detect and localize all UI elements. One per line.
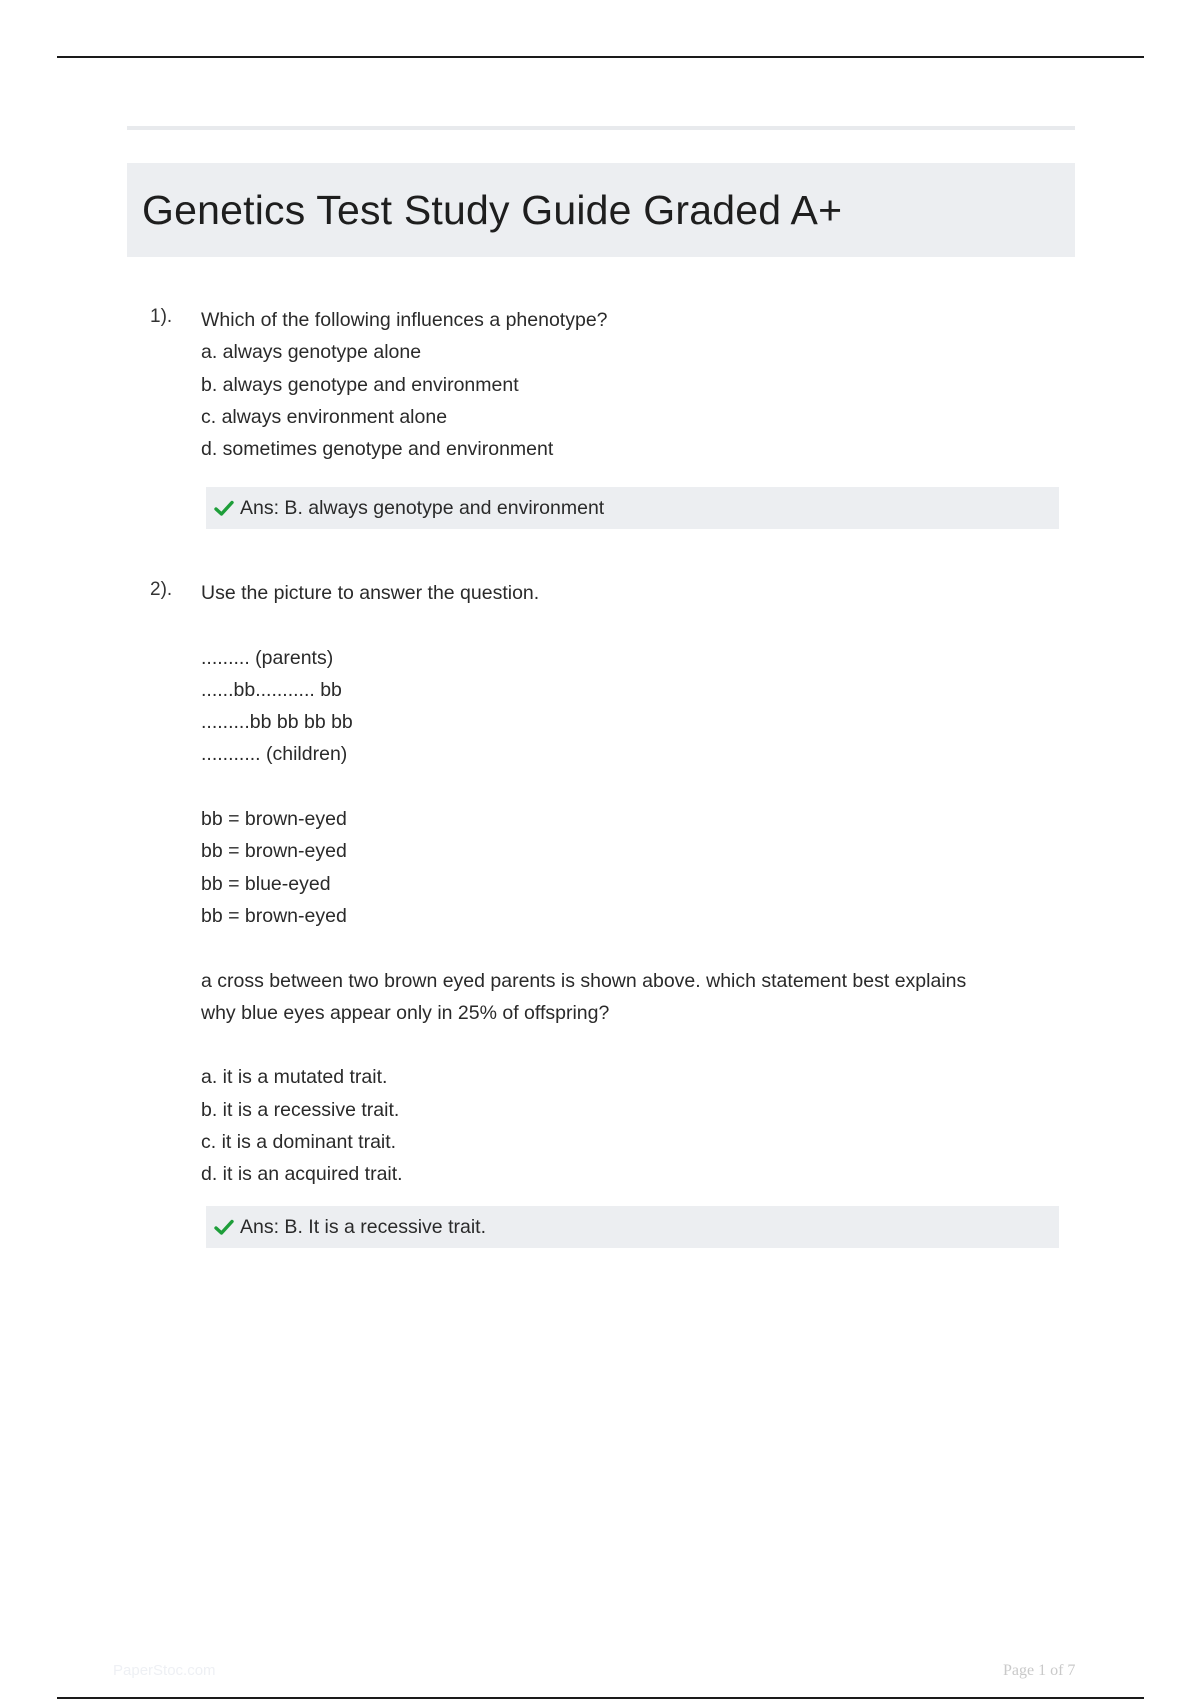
question-number: 2). [150, 579, 173, 600]
diagram-line: .........bb bb bb bb [201, 711, 353, 734]
diagram-line: ........... (children) [201, 743, 348, 766]
header-separator [127, 126, 1075, 130]
bottom-rule [57, 1697, 1144, 1699]
option-d: d. sometimes genotype and environment [201, 438, 554, 461]
key-line: bb = brown-eyed [201, 808, 347, 831]
question-text: Which of the following influences a phenotype? [201, 309, 608, 331]
blank-line [201, 771, 966, 803]
answer-bar [206, 487, 1059, 529]
question-prompt: a cross between two brown eyed parents is shown above. which statement best explains [201, 969, 967, 992]
title-banner [127, 163, 1075, 257]
option-d: d. it is an acquired trait. [201, 1163, 403, 1186]
answer-text: Ans: B. It is a recessive trait. [240, 1215, 486, 1238]
question-text: Use the picture to answer the question. [201, 582, 540, 604]
document-title: Genetics Test Study Guide Graded A+ [142, 186, 843, 233]
diagram-line: ......... (parents) [201, 646, 334, 669]
question-body [201, 304, 608, 465]
page-number: Page 1 of 7 [1003, 1662, 1076, 1679]
key-line: bb = brown-eyed [201, 904, 347, 927]
option-a: a. it is a mutated trait. [201, 1066, 388, 1089]
question-number: 1). [150, 306, 173, 327]
option-c: c. it is a dominant trait. [201, 1131, 397, 1154]
checkmark-icon [214, 498, 234, 518]
diagram-line: ......bb........... bb [201, 678, 342, 701]
blank-line [201, 609, 966, 641]
question-prompt: why blue eyes appear only in 25% of offspring? [201, 1001, 610, 1024]
answer-bar [206, 1206, 1059, 1248]
key-line: bb = blue-eyed [201, 872, 331, 895]
option-b: b. always genotype and environment [201, 373, 519, 396]
checkmark-icon [214, 1217, 234, 1237]
option-c: c. always environment alone [201, 405, 448, 428]
top-rule [57, 56, 1144, 58]
option-b: b. it is a recessive trait. [201, 1098, 400, 1121]
key-line: bb = brown-eyed [201, 840, 347, 863]
option-a: a. always genotype alone [201, 341, 422, 364]
blank-line [201, 932, 966, 964]
answer-text: Ans: B. always genotype and environment [240, 496, 605, 519]
blank-line [201, 1029, 966, 1061]
watermark: PaperStoc.com [113, 1662, 216, 1679]
question-body [201, 577, 966, 1191]
